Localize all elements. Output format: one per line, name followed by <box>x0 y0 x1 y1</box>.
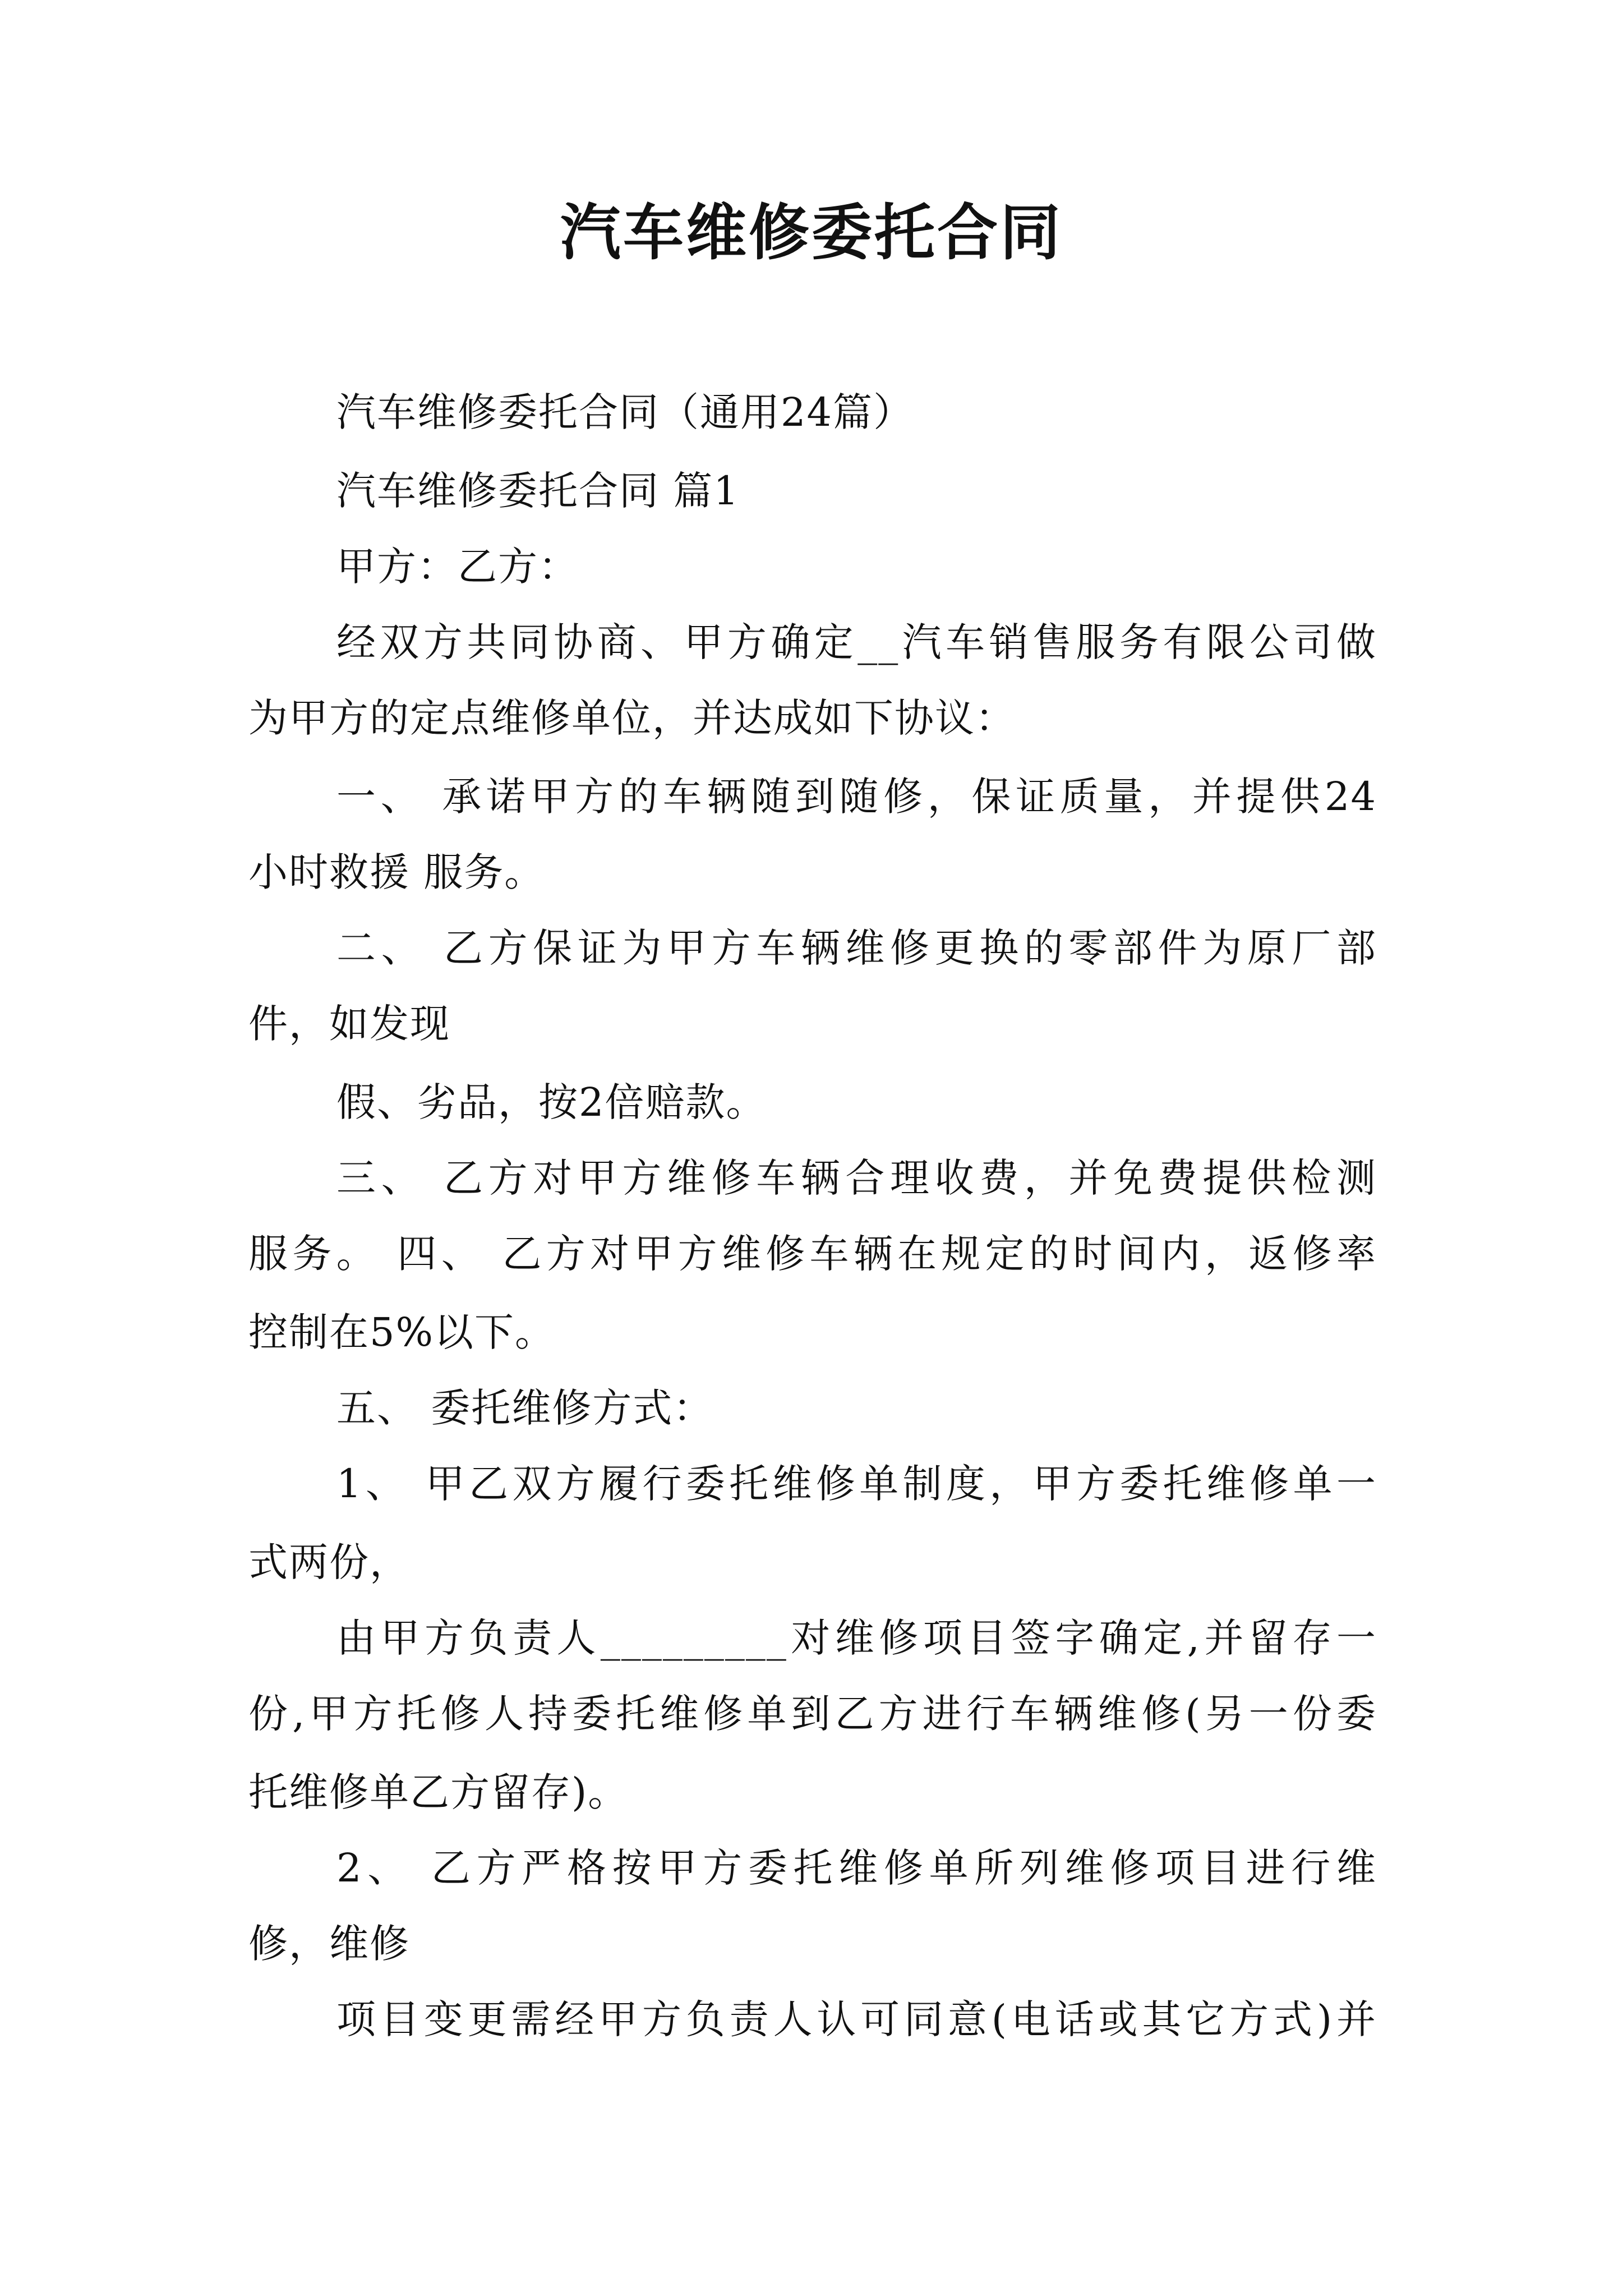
doc-line-item-1: 份,甲方托修人持委托维修单到乙方进行车辆维修(另一份委 <box>248 1691 1377 1737</box>
doc-line-item-1: 1、 甲乙双方履行委托维修单制度，甲方委托维修单一 <box>336 1461 1377 1507</box>
doc-line-item-2: 修，维修 <box>248 1921 410 1967</box>
document-title: 汽车维修委托合同 <box>560 197 1063 268</box>
doc-line-item-2: 2、 乙方严格按甲方委托维修单所列维修项目进行维 <box>336 1845 1377 1891</box>
doc-line-clause-1: 小时救援 服务。 <box>248 849 545 895</box>
doc-line-subtitle: 汽车维修委托合同（通用24篇） <box>336 389 914 435</box>
doc-line-section-heading: 汽车维修委托合同 篇1 <box>336 468 740 514</box>
doc-line-clause-3-4: 服务。 四、 乙方对甲方维修车辆在规定的时间内，返修率 <box>248 1231 1377 1277</box>
doc-line-paragraph: 为甲方的定点维修单位，并达成如下协议： <box>248 695 1016 741</box>
doc-line-item-2: 项目变更需经甲方负责人认可同意(电话或其它方式)并 <box>336 1996 1377 2042</box>
doc-line-clause-4: 控制在5%以下。 <box>248 1309 556 1355</box>
doc-line-item-1: 式两份， <box>248 1539 410 1585</box>
doc-line-clause-2: 假、劣品，按2倍赔款。 <box>336 1079 767 1125</box>
doc-line-item-1: 由甲方负责人_________对维修项目签字确定,并留存一 <box>336 1615 1377 1661</box>
doc-line-clause-5: 五、 委托维修方式： <box>336 1385 714 1431</box>
doc-line-paragraph: 经双方共同协商、甲方确定__汽车销售服务有限公司做 <box>336 619 1377 665</box>
doc-line-parties: 甲方：乙方： <box>336 544 579 590</box>
doc-line-item-1: 托维修单乙方留存)。 <box>248 1769 629 1815</box>
doc-line-clause-2: 件，如发现 <box>248 1001 450 1047</box>
doc-line-clause-2: 二、 乙方保证为甲方车辆维修更换的零部件为原厂部 <box>336 925 1377 971</box>
doc-line-clause-3: 三、 乙方对甲方维修车辆合理收费，并免费提供检测 <box>336 1155 1377 1201</box>
doc-line-clause-1: 一、 承诺甲方的车辆随到随修，保证质量，并提供24 <box>336 774 1377 820</box>
